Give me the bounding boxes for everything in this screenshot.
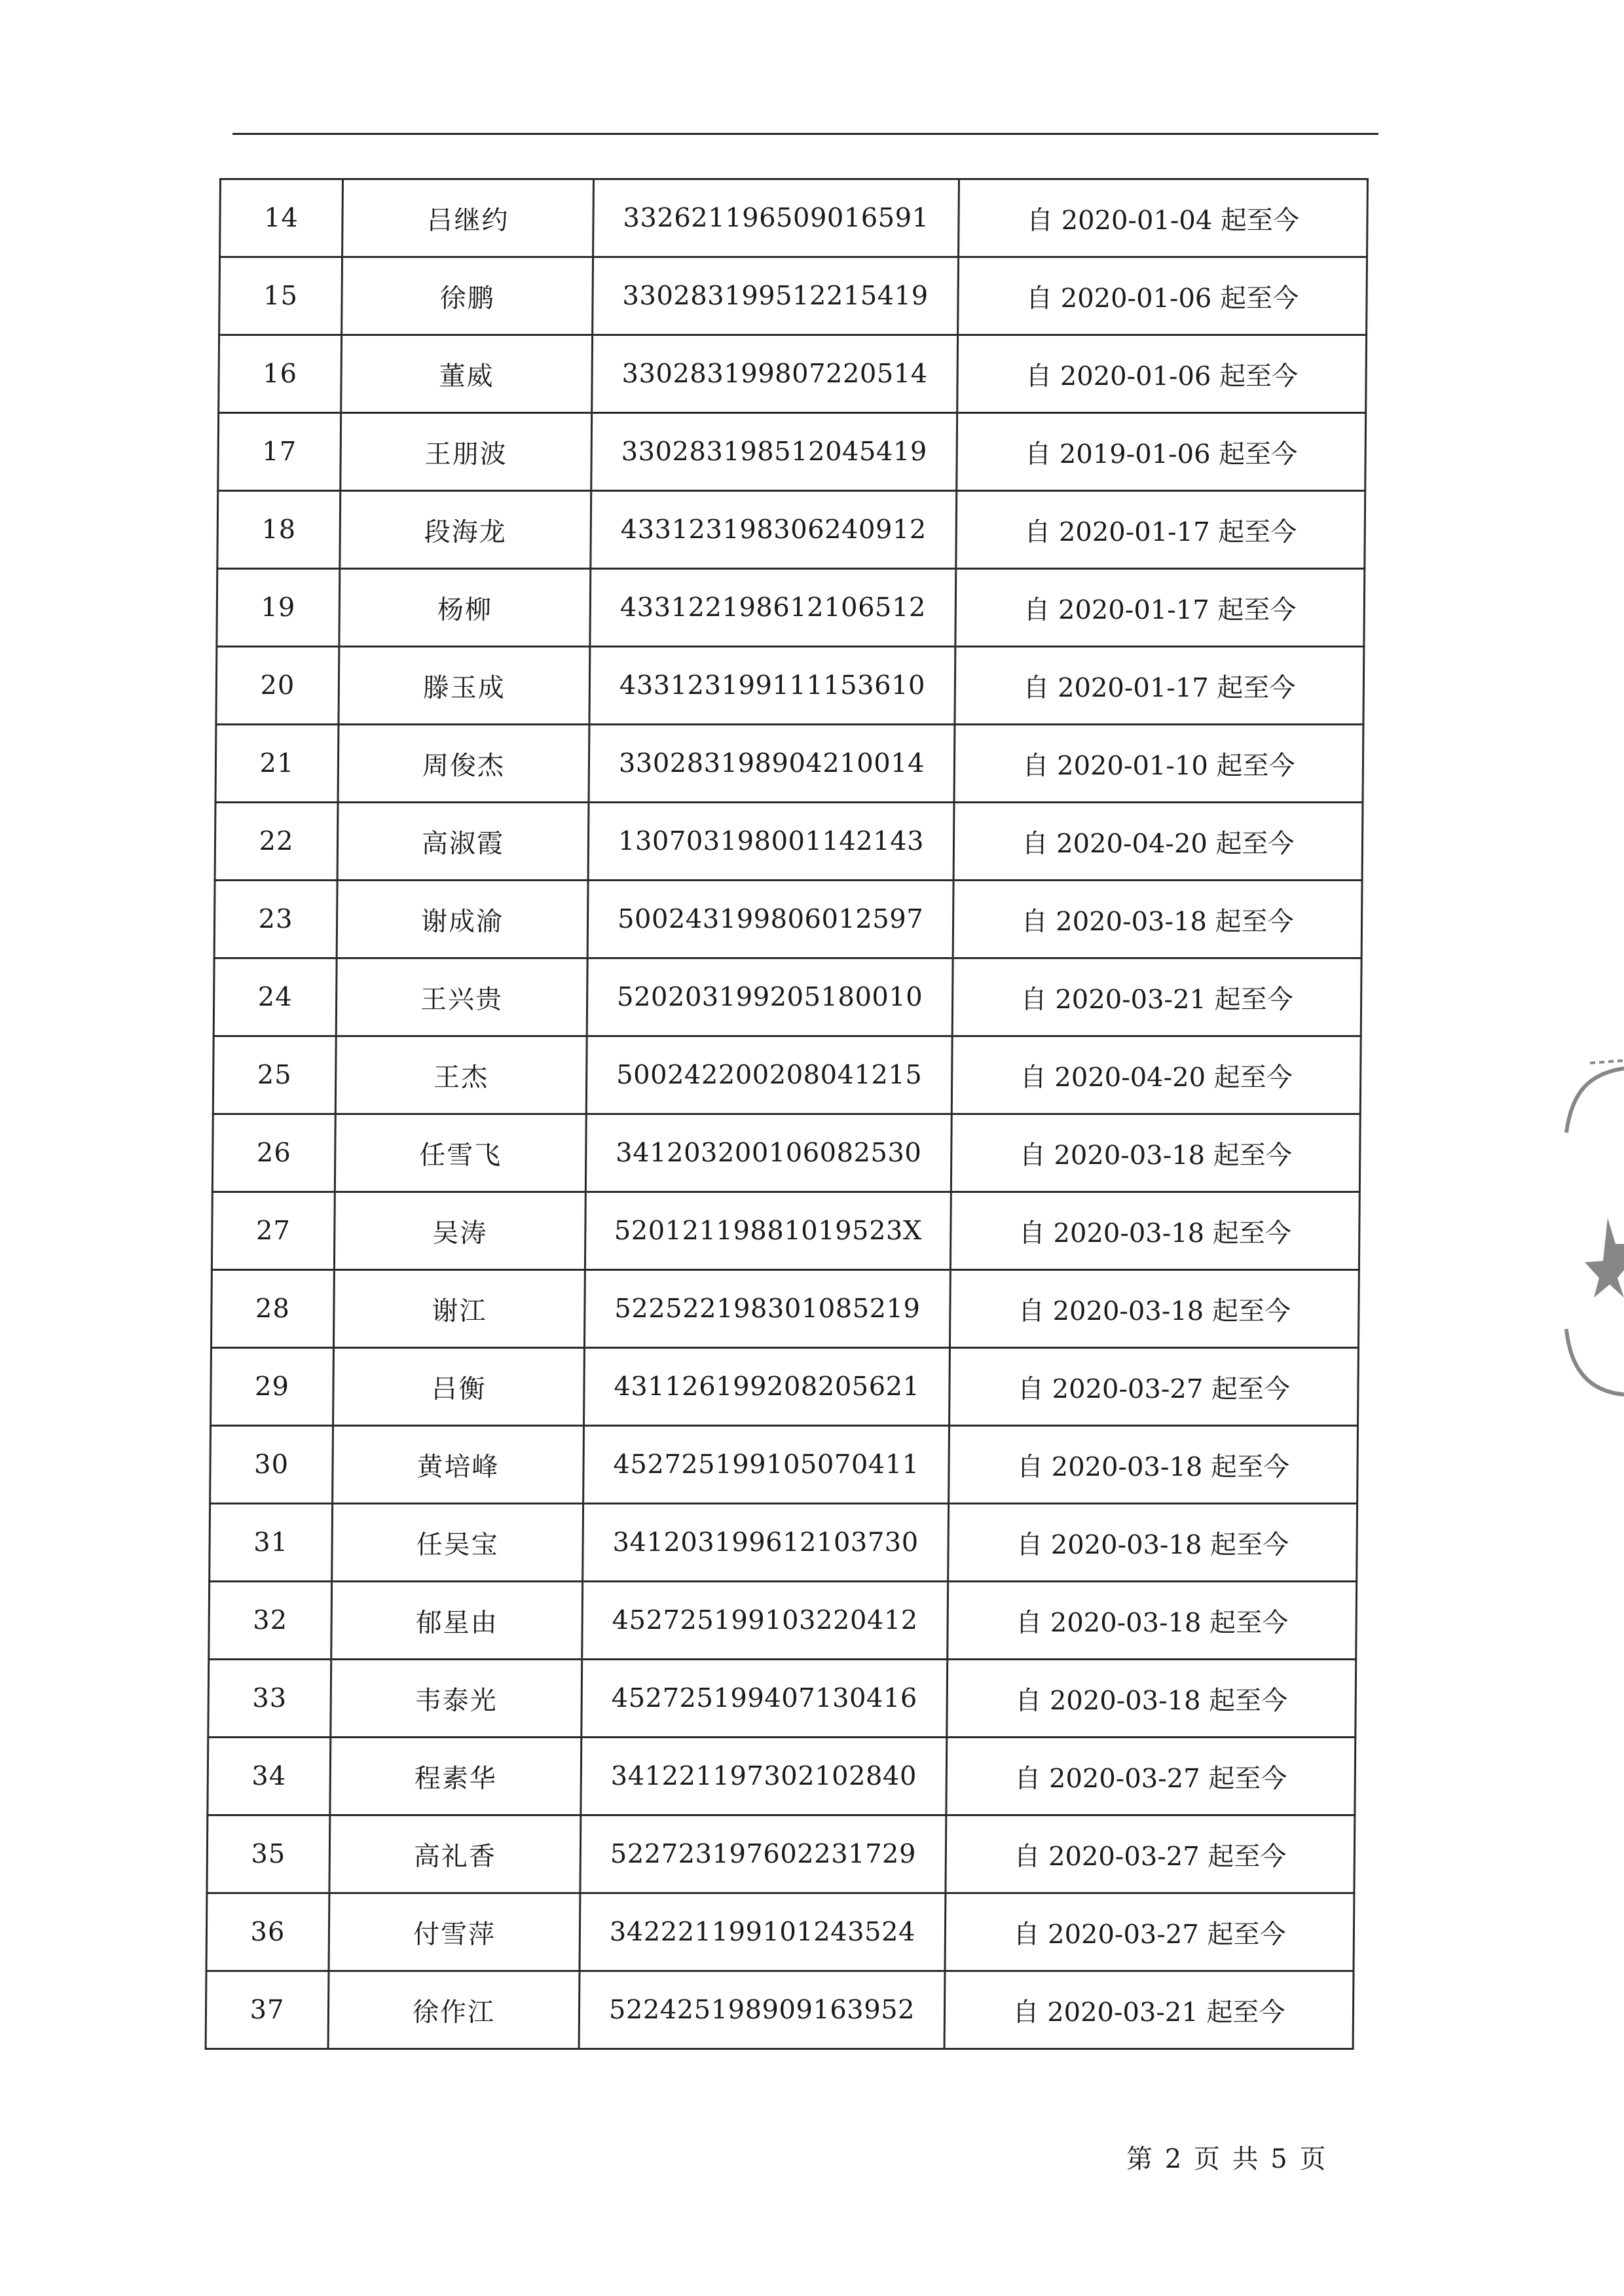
- person-name: 王兴贵: [336, 958, 587, 1036]
- row-number: 37: [206, 1971, 329, 2049]
- roster-table-body: [206, 179, 1367, 2049]
- person-name: 董威: [341, 335, 593, 413]
- table-row: [209, 1582, 1357, 1660]
- id-number: 452725199103220412: [582, 1582, 948, 1660]
- table-row: [211, 1348, 1359, 1426]
- employment-period: 自 2020-03-27 起至今: [950, 1348, 1359, 1426]
- roster-table-wrap: [205, 178, 1367, 2049]
- id-number: 500242200208041215: [586, 1036, 952, 1114]
- seal-stamp: [1526, 1054, 1624, 1408]
- row-number: 31: [210, 1504, 333, 1582]
- table-row: [212, 1192, 1359, 1270]
- table-row: [215, 725, 1363, 803]
- person-name: 郁星由: [331, 1582, 583, 1660]
- row-number: 22: [215, 803, 338, 881]
- row-number: 35: [207, 1815, 330, 1893]
- person-name: 滕玉成: [339, 647, 590, 725]
- employment-period: 自 2020-03-27 起至今: [946, 1738, 1356, 1815]
- id-number: 522723197602231729: [580, 1815, 946, 1893]
- id-number: 431126199208205621: [584, 1348, 950, 1426]
- table-row: [213, 1036, 1361, 1114]
- table-row: [216, 647, 1364, 725]
- table-row: [220, 179, 1368, 257]
- table-row: [217, 491, 1365, 569]
- id-number: 330283198904210014: [589, 725, 955, 803]
- employment-period: 自 2020-03-27 起至今: [945, 1893, 1354, 1971]
- person-name: 王杰: [335, 1036, 587, 1114]
- table-row: [218, 413, 1366, 491]
- row-number: 18: [217, 491, 341, 569]
- employment-period: 自 2020-03-21 起至今: [944, 1971, 1354, 2049]
- row-number: 25: [213, 1036, 336, 1114]
- table-row: [208, 1660, 1356, 1738]
- person-name: 付雪萍: [329, 1893, 580, 1971]
- table-row: [206, 1971, 1354, 2049]
- employment-period: 自 2020-04-20 起至今: [953, 803, 1363, 881]
- row-number: 23: [214, 881, 337, 958]
- id-number: 330283199512215419: [593, 257, 959, 335]
- employment-period: 自 2020-03-18 起至今: [948, 1504, 1357, 1582]
- person-name: 高礼香: [329, 1815, 581, 1893]
- table-row: [210, 1504, 1357, 1582]
- id-number: 52012119881019523X: [585, 1192, 951, 1270]
- table-row: [212, 1114, 1360, 1192]
- employment-period: 自 2020-03-21 起至今: [952, 958, 1361, 1036]
- row-number: 24: [213, 958, 337, 1036]
- row-number: 33: [208, 1660, 331, 1738]
- employment-period: 自 2020-03-18 起至今: [951, 1114, 1360, 1192]
- row-number: 17: [218, 413, 341, 491]
- row-number: 34: [208, 1738, 331, 1815]
- employment-period: 自 2020-01-17 起至今: [956, 491, 1365, 569]
- id-number: 341203199612103730: [583, 1504, 949, 1582]
- id-number: 332621196509016591: [593, 179, 959, 257]
- id-number: 330283199807220514: [592, 335, 958, 413]
- employment-period: 自 2020-01-04 起至今: [959, 179, 1368, 257]
- table-row: [217, 569, 1365, 647]
- id-number: 520203199205180010: [587, 958, 953, 1036]
- id-number: 452725199105070411: [583, 1426, 950, 1504]
- id-number: 341221197302102840: [581, 1738, 947, 1815]
- table-row: [214, 881, 1362, 958]
- row-number: 15: [219, 257, 342, 335]
- roster-table: [205, 178, 1369, 2050]
- id-number: 500243199806012597: [587, 881, 953, 958]
- row-number: 16: [219, 335, 342, 413]
- row-number: 14: [220, 179, 343, 257]
- person-name: 高淑霞: [337, 803, 589, 881]
- person-name: 杨柳: [339, 569, 591, 647]
- person-name: 韦泰光: [331, 1660, 582, 1738]
- table-row: [213, 958, 1361, 1036]
- header-rule: [232, 133, 1378, 135]
- id-number: 341203200106082530: [585, 1114, 951, 1192]
- person-name: 徐鹏: [342, 257, 593, 335]
- id-number: 330283198512045419: [591, 413, 957, 491]
- person-name: 段海龙: [340, 491, 591, 569]
- row-number: 27: [212, 1192, 335, 1270]
- employment-period: 自 2020-03-18 起至今: [953, 881, 1362, 958]
- table-row: [206, 1893, 1354, 1971]
- page-number: 第 2 页 共 5 页: [1126, 2144, 1328, 2174]
- table-row: [210, 1426, 1358, 1504]
- person-name: 徐作江: [328, 1971, 580, 2049]
- employment-period: 自 2020-03-18 起至今: [948, 1582, 1357, 1660]
- table-row: [208, 1738, 1356, 1815]
- person-name: 任吴宝: [332, 1504, 583, 1582]
- row-number: 21: [215, 725, 339, 803]
- table-row: [219, 335, 1367, 413]
- id-number: 522425198909163952: [579, 1971, 945, 2049]
- id-number: 433123198306240912: [591, 491, 957, 569]
- person-name: 谢成渝: [337, 881, 588, 958]
- row-number: 20: [216, 647, 339, 725]
- row-number: 26: [212, 1114, 335, 1192]
- person-name: 吴涛: [334, 1192, 585, 1270]
- employment-period: 自 2020-01-06 起至今: [957, 335, 1367, 413]
- row-number: 19: [217, 569, 340, 647]
- id-number: 433122198612106512: [590, 569, 956, 647]
- id-number: 433123199111153610: [589, 647, 955, 725]
- employment-period: 自 2020-03-18 起至今: [950, 1270, 1359, 1348]
- employment-period: 自 2019-01-06 起至今: [957, 413, 1366, 491]
- employment-period: 自 2020-01-10 起至今: [954, 725, 1363, 803]
- id-number: 342221199101243524: [580, 1893, 946, 1971]
- id-number: 452725199407130416: [581, 1660, 948, 1738]
- employment-period: 自 2020-03-18 起至今: [950, 1192, 1359, 1270]
- seal-stamp-graphic: [1526, 1054, 1624, 1408]
- employment-period: 自 2020-03-18 起至今: [949, 1426, 1358, 1504]
- person-name: 黄培峰: [333, 1426, 584, 1504]
- table-row: [207, 1815, 1355, 1893]
- row-number: 36: [206, 1893, 329, 1971]
- employment-period: 自 2020-01-17 起至今: [955, 569, 1365, 647]
- row-number: 32: [209, 1582, 332, 1660]
- employment-period: 自 2020-01-17 起至今: [955, 647, 1364, 725]
- person-name: 程素华: [330, 1738, 581, 1815]
- table-row: [215, 803, 1363, 881]
- person-name: 吕衡: [333, 1348, 585, 1426]
- person-name: 王朋波: [341, 413, 592, 491]
- table-row: [211, 1270, 1359, 1348]
- table-row: [219, 257, 1367, 335]
- person-name: 任雪飞: [335, 1114, 586, 1192]
- id-number: 130703198001142143: [588, 803, 954, 881]
- id-number: 522522198301085219: [584, 1270, 950, 1348]
- person-name: 吕继约: [342, 179, 594, 257]
- row-number: 28: [211, 1270, 334, 1348]
- person-name: 周俊杰: [338, 725, 589, 803]
- employment-period: 自 2020-03-27 起至今: [946, 1815, 1355, 1893]
- employment-period: 自 2020-04-20 起至今: [951, 1036, 1361, 1114]
- person-name: 谢江: [333, 1270, 585, 1348]
- employment-period: 自 2020-01-06 起至今: [958, 257, 1367, 335]
- row-number: 29: [211, 1348, 334, 1426]
- row-number: 30: [210, 1426, 333, 1504]
- employment-period: 自 2020-03-18 起至今: [947, 1660, 1356, 1738]
